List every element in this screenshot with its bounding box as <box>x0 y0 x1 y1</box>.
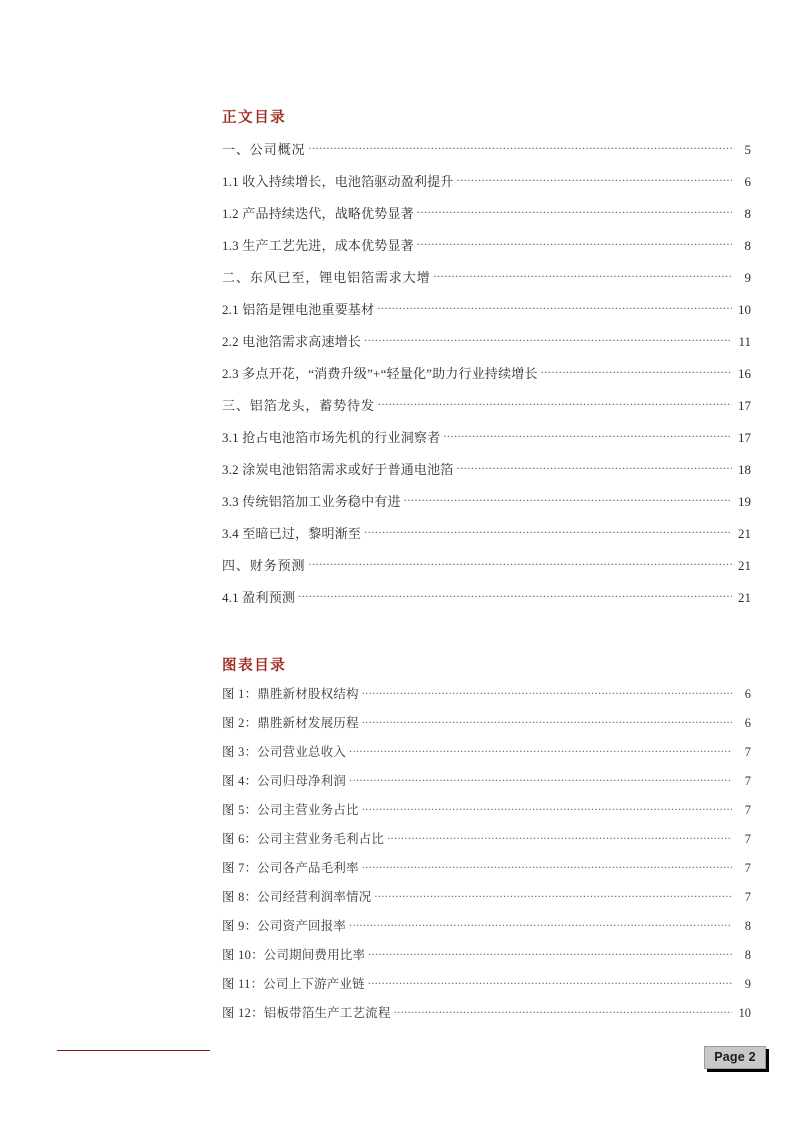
figure-item-page-number: 6 <box>744 687 751 701</box>
toc-item-page-number: 21 <box>738 558 751 573</box>
toc-item-label: 3.2 涂炭电池铝箔需求或好于普通电池箔 <box>222 462 454 477</box>
toc-item-page-number: 9 <box>744 270 751 285</box>
footer-divider-rule <box>57 1050 210 1051</box>
dot-leader <box>378 397 732 410</box>
dot-leader <box>457 461 732 474</box>
toc-item-page-number: 8 <box>744 206 751 221</box>
toc-item[interactable] <box>222 235 751 267</box>
dot-leader <box>377 301 732 314</box>
dot-leader <box>298 589 732 602</box>
figure-list-item[interactable] <box>222 1003 751 1032</box>
toc-item[interactable] <box>222 171 751 203</box>
figure-list-heading: 图表目录 <box>222 658 287 674</box>
toc-list <box>222 139 751 619</box>
figure-list-item[interactable] <box>222 771 751 800</box>
figure-item-page-number: 7 <box>744 832 751 846</box>
toc-item-label: 3.4 至暗已过，黎明渐至 <box>222 526 362 541</box>
figure-item-page-number: 8 <box>744 919 751 933</box>
toc-item-page-number: 18 <box>738 462 751 477</box>
figure-item-label: 图 6：公司主营业务毛利占比 <box>222 832 385 846</box>
figure-item-page-number: 6 <box>744 716 751 730</box>
toc-item-label: 1.3 生产工艺先进，成本优势显著 <box>222 238 414 253</box>
figure-list-item[interactable] <box>222 945 751 974</box>
toc-item[interactable] <box>222 459 751 491</box>
figure-item-label: 图 9：公司资产回报率 <box>222 919 347 933</box>
figure-item-label: 图 8：公司经营利润率情况 <box>222 890 372 904</box>
toc-item-label: 1.1 收入持续增长，电池箔驱动盈利提升 <box>222 174 454 189</box>
figure-list-item[interactable] <box>222 713 751 742</box>
figure-item-label: 图 7：公司各产品毛利率 <box>222 861 359 875</box>
figure-item-label: 图 5：公司主营业务占比 <box>222 803 359 817</box>
dot-leader <box>362 715 732 727</box>
figure-item-page-number: 7 <box>744 890 751 904</box>
figure-list-item[interactable] <box>222 858 751 887</box>
figure-item-page-number: 8 <box>744 948 751 962</box>
dot-leader <box>362 860 732 872</box>
toc-item-label: 二、东风已至，锂电铝箔需求大增 <box>222 270 431 285</box>
dot-leader <box>364 525 732 538</box>
toc-item-label: 3.3 传统铝箔加工业务稳中有进 <box>222 494 401 509</box>
toc-item-label: 4.1 盈利预测 <box>222 590 296 605</box>
figure-item-label: 图 4：公司归母净利润 <box>222 774 347 788</box>
toc-item[interactable] <box>222 523 751 555</box>
toc-item-label: 三、铝箔龙头，蓄势待发 <box>222 398 375 413</box>
toc-item-page-number: 6 <box>744 174 751 189</box>
dot-leader <box>417 205 732 218</box>
toc-item-page-number: 21 <box>738 590 751 605</box>
figure-item-label: 图 11：公司上下游产业链 <box>222 977 365 991</box>
toc-item-label: 1.2 产品持续迭代，战略优势显著 <box>222 206 414 221</box>
toc-item[interactable] <box>222 395 751 427</box>
figure-list-item[interactable] <box>222 684 751 713</box>
figure-list-item[interactable] <box>222 829 751 858</box>
toc-item-page-number: 16 <box>738 366 751 381</box>
figure-item-page-number: 7 <box>744 774 751 788</box>
dot-leader <box>364 333 732 346</box>
toc-item[interactable] <box>222 555 751 587</box>
figure-list-item[interactable] <box>222 887 751 916</box>
figure-item-label: 图 12：铝板带箔生产工艺流程 <box>222 1006 391 1020</box>
toc-item-page-number: 5 <box>744 142 751 157</box>
toc-item-label: 2.1 铝箔是锂电池重要基材 <box>222 302 375 317</box>
dot-leader <box>308 141 732 154</box>
toc-item-label: 3.1 抢占电池箔市场先机的行业洞察者 <box>222 430 441 445</box>
dot-leader <box>375 889 733 901</box>
toc-heading: 正文目录 <box>222 110 287 126</box>
toc-item[interactable] <box>222 139 751 171</box>
toc-item[interactable] <box>222 587 751 619</box>
figure-list-item[interactable] <box>222 974 751 1003</box>
toc-item-page-number: 11 <box>738 334 751 349</box>
figure-item-label: 图 3：公司营业总收入 <box>222 745 347 759</box>
toc-item-label: 一、公司概况 <box>222 142 306 157</box>
dot-leader <box>308 557 732 570</box>
toc-item-page-number: 19 <box>738 494 751 509</box>
dot-leader <box>368 947 732 959</box>
figure-list-item[interactable] <box>222 742 751 771</box>
toc-item[interactable] <box>222 427 751 459</box>
figure-item-label: 图 2：鼎胜新材发展历程 <box>222 716 359 730</box>
figure-item-page-number: 7 <box>744 745 751 759</box>
dot-leader <box>362 802 732 814</box>
dot-leader <box>541 365 732 378</box>
figure-list-item[interactable] <box>222 916 751 945</box>
dot-leader <box>387 831 732 843</box>
dot-leader <box>443 429 732 442</box>
toc-item-page-number: 17 <box>738 430 751 445</box>
toc-item[interactable] <box>222 331 751 363</box>
figure-item-page-number: 10 <box>738 1006 751 1020</box>
toc-item-page-number: 8 <box>744 238 751 253</box>
figure-item-page-number: 7 <box>744 861 751 875</box>
toc-item-page-number: 17 <box>738 398 751 413</box>
figure-list-item[interactable] <box>222 800 751 829</box>
dot-leader <box>404 493 732 506</box>
toc-item[interactable] <box>222 363 751 395</box>
toc-item-label: 2.2 电池箔需求高速增长 <box>222 334 362 349</box>
dot-leader <box>349 918 732 930</box>
toc-item[interactable] <box>222 491 751 523</box>
dot-leader <box>417 237 732 250</box>
dot-leader <box>394 1005 732 1017</box>
figure-item-page-number: 7 <box>744 803 751 817</box>
dot-leader <box>434 269 732 282</box>
dot-leader <box>349 773 732 785</box>
dot-leader <box>457 173 732 186</box>
toc-item-page-number: 10 <box>738 302 751 317</box>
dot-leader <box>362 686 732 698</box>
dot-leader <box>368 976 732 988</box>
figure-item-label: 图 10：公司期间费用比率 <box>222 948 366 962</box>
dot-leader <box>349 744 732 756</box>
toc-item[interactable] <box>222 203 751 235</box>
toc-item[interactable] <box>222 299 751 331</box>
toc-item[interactable] <box>222 267 751 299</box>
figure-item-label: 图 1：鼎胜新材股权结构 <box>222 687 359 701</box>
page-number-badge: Page 2 <box>704 1046 766 1069</box>
toc-item-page-number: 21 <box>738 526 751 541</box>
toc-item-label: 2.3 多点开花，“消费升级”+“轻量化”助力行业持续增长 <box>222 366 538 381</box>
figure-list <box>222 684 751 1032</box>
figure-item-page-number: 9 <box>744 977 751 991</box>
toc-item-label: 四、财务预测 <box>222 558 306 573</box>
